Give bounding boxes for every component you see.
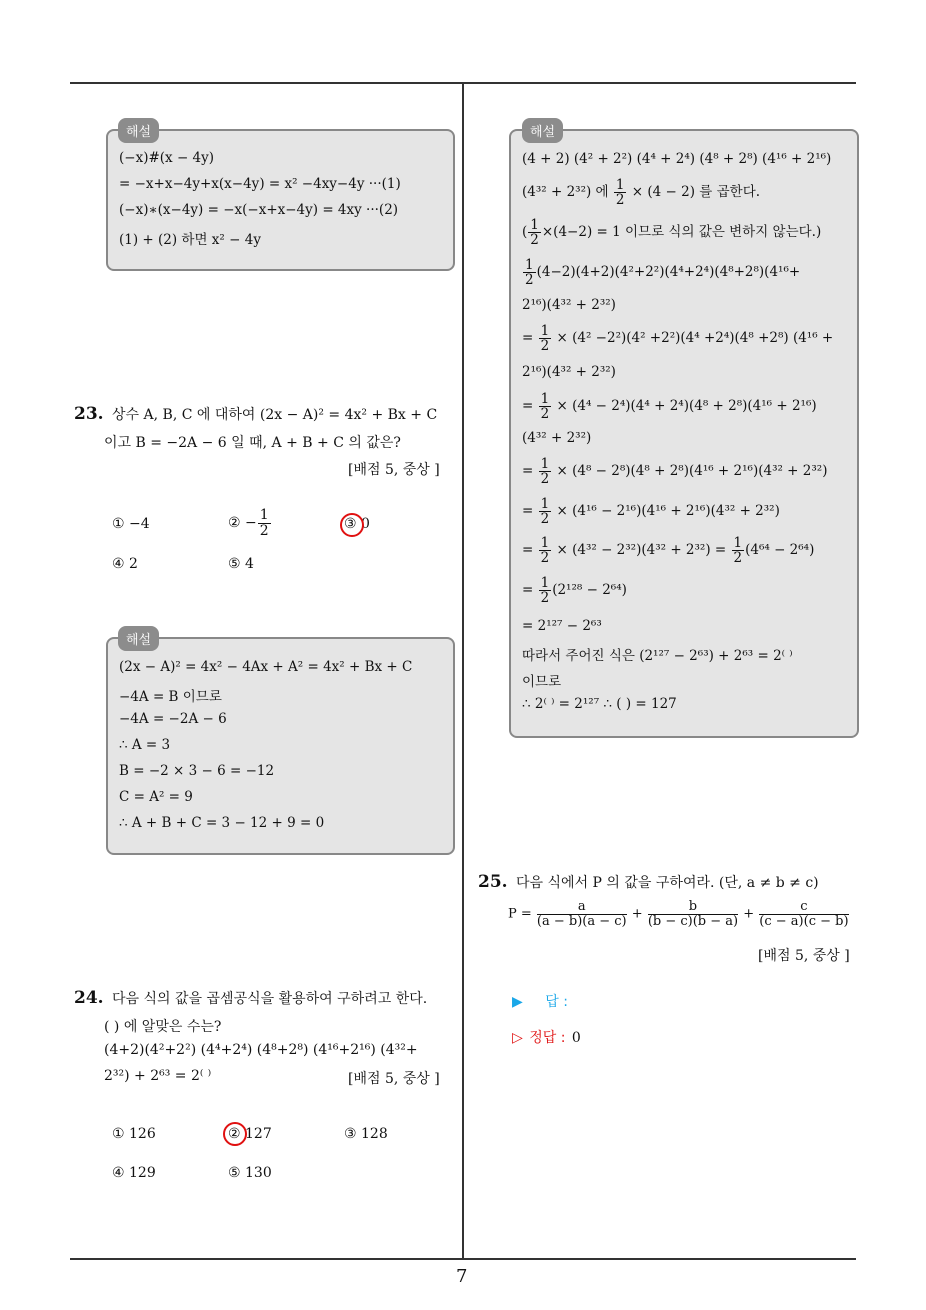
question-23 xyxy=(74,404,437,424)
question-text-line3: (4+2)(4²+2²) (4⁴+2⁴) (4⁸+2⁸) (4¹⁶+2¹⁶) (4³²+ xyxy=(104,1042,418,1058)
question-text-line2: ( ) 에 알맞은 수는? xyxy=(104,1019,222,1035)
question-24 xyxy=(74,988,427,1008)
solution-tag: 해설 xyxy=(118,118,159,143)
option-5[interactable]: ⑤ 130 xyxy=(228,1165,272,1181)
score-label: [배점 5, 중상 ] xyxy=(758,948,850,964)
solution-line: = $\frac{1}{2}$ × (4² −2²)(4² +2²)(4⁴ +2⁴)(4⁸ +2⁸) (4¹⁶ + xyxy=(522,323,834,355)
solution-line: ( $\frac{1}{2}$ ×(4−2) = 1 이므로 식의 값은 변하지 않는다.) xyxy=(522,217,822,249)
question-text-line4: 2³²) + 2⁶³ = 2⁽ ⁾ xyxy=(104,1068,212,1084)
fraction: $\frac{1}{2}$ xyxy=(259,507,269,539)
solution-tag: 해설 xyxy=(118,626,159,651)
score-label: [배점 5, 중상 ] xyxy=(348,462,440,478)
solution-line: C = A² = 9 xyxy=(119,789,193,805)
fraction: $\frac{c}{(c - a)(c - b)}$ xyxy=(759,899,849,929)
answer-circle xyxy=(340,513,364,537)
answer-circle xyxy=(223,1122,247,1146)
option-3[interactable]: ③ 0 xyxy=(344,516,370,532)
solution-line: 2¹⁶)(4³² + 2³²) xyxy=(522,297,616,313)
column-divider xyxy=(462,83,464,1259)
solution-line: = −x+x−4y+x(x−4y) = x² −4xy−4y ···(1) xyxy=(119,176,401,192)
solution-line: = $\frac{1}{2}$ × (4¹⁶ − 2¹⁶)(4¹⁶ + 2¹⁶)(4³² + 2³²) xyxy=(522,496,780,528)
question-number: 25. xyxy=(478,872,508,892)
fraction: $\frac{1}{2}$ xyxy=(540,535,550,567)
question-text-line2: 이고 B = −2A − 6 일 때, A + B + C 의 값은? xyxy=(104,435,401,451)
fraction: $\frac{1}{2}$ xyxy=(615,177,625,209)
question-25 xyxy=(478,872,819,892)
option-1[interactable]: ① −4 xyxy=(112,516,150,532)
solution-line: 2¹⁶)(4³² + 2³²) xyxy=(522,364,616,380)
solution-line: = $\frac{1}{2}$ (2¹²⁸ − 2⁶⁴) xyxy=(522,575,627,607)
option-4[interactable]: ④ 2 xyxy=(112,556,138,572)
option-5[interactable]: ⑤ 4 xyxy=(228,556,254,572)
option-1[interactable]: ① 126 xyxy=(112,1126,156,1142)
solution-line: $\frac{1}{2}$ (4−2)(4+2)(4²+2²)(4⁴+2⁴)(4⁸+2⁸)(4¹⁶+ xyxy=(525,257,801,289)
fraction: $\frac{1}{2}$ xyxy=(540,391,550,423)
option-4[interactable]: ④ 129 xyxy=(112,1165,156,1181)
solution-tag: 해설 xyxy=(522,118,563,143)
fraction: $\frac{1}{2}$ xyxy=(525,257,534,289)
solution-line: B = −2 × 3 − 6 = −12 xyxy=(119,763,275,779)
solution-line: = $\frac{1}{2}$ × (4⁸ − 2⁸)(4⁸ + 2⁸)(4¹⁶ + 2¹⁶)(4³² + 2³²) xyxy=(522,456,828,488)
fraction: $\frac{1}{2}$ xyxy=(540,496,550,528)
answer-label: 답 : xyxy=(545,994,568,1010)
solution-line: (4³² + 2³²) xyxy=(522,430,592,446)
play-icon: ▶ xyxy=(512,994,523,1010)
option-3[interactable]: ③ 128 xyxy=(344,1126,388,1142)
option-2[interactable] xyxy=(228,508,272,538)
question-text: 다음 식에서 P 의 값을 구하여라. (단, a ≠ b ≠ c) xyxy=(516,875,819,891)
solution-line: ∴ 2⁽ ⁾ = 2¹²⁷ ∴ ( ) = 127 xyxy=(522,696,677,712)
play-outline-icon: ▷ xyxy=(512,1030,523,1046)
solution-line: (−x)#(x − 4y) xyxy=(119,150,215,166)
solution-line: ∴ A = 3 xyxy=(119,737,171,753)
solution-line: (2x − A)² = 4x² − 4Ax + A² = 4x² + Bx + C xyxy=(119,659,413,675)
fraction: $\frac{1}{2}$ xyxy=(733,535,743,567)
solution-line: (−x)∗(x−4y) = −x(−x+x−4y) = 4xy ···(2) xyxy=(119,202,399,218)
question-number: 24. xyxy=(74,988,104,1008)
question-text: 상수 A, B, C 에 대하여 (2x − A)² = 4x² + Bx + C xyxy=(112,407,438,423)
fraction: $\frac{1}{2}$ xyxy=(540,575,550,607)
fraction: $\frac{a}{(a - b)(a - c)}$ xyxy=(536,899,627,929)
solution-line: ∴ A + B + C = 3 − 12 + 9 = 0 xyxy=(119,815,325,831)
option-2[interactable]: ② 127 xyxy=(228,1126,272,1142)
solution-line: −4A = −2A − 6 xyxy=(119,711,227,727)
equation-p: P = $\frac{a}{(a - b)(a - c)}$ + $\frac{b}{(b - c)(b - a)}$ + $\frac{c}{(c - a)(c - b)}$ xyxy=(508,899,849,929)
solution-line: (1) + (2) 하면 x² − 4y xyxy=(119,232,261,248)
solution-line: = $\frac{1}{2}$ × (4³² − 2³²)(4³² + 2³²) = $\frac{1}{2}$ (4⁶⁴ − 2⁶⁴) xyxy=(522,535,815,567)
correct-answer-row xyxy=(512,1027,581,1047)
solution-line: (4 + 2) (4² + 2²) (4⁴ + 2⁴) (4⁸ + 2⁸) (4¹⁶ + 2¹⁶) xyxy=(522,151,832,167)
fraction: $\frac{1}{2}$ xyxy=(530,217,539,249)
question-number: 23. xyxy=(74,404,104,424)
score-label: [배점 5, 중상 ] xyxy=(348,1071,440,1087)
fraction: $\frac{1}{2}$ xyxy=(540,323,550,355)
question-text: 다음 식의 값을 곱셈공식을 활용하여 구하려고 한다. xyxy=(112,991,428,1007)
correct-label: 정답 : xyxy=(529,1030,566,1046)
answer-row[interactable] xyxy=(512,991,568,1011)
solution-line: = $\frac{1}{2}$ × (4⁴ − 2⁴)(4⁴ + 2⁴)(4⁸ + 2⁸)(4¹⁶ + 2¹⁶) xyxy=(522,391,817,423)
correct-value: 0 xyxy=(571,1030,581,1046)
solution-line: 따라서 주어진 식은 (2¹²⁷ − 2⁶³) + 2⁶³ = 2⁽ ⁾ xyxy=(522,648,793,664)
page-number: 7 xyxy=(456,1266,468,1287)
option-label: ② − xyxy=(228,515,257,532)
solution-line: 이므로 xyxy=(522,674,562,690)
fraction: $\frac{b}{(b - c)(b - a)}$ xyxy=(647,899,739,929)
fraction: $\frac{1}{2}$ xyxy=(540,456,550,488)
solution-line: (4³² + 2³²) 에 $\frac{1}{2}$ × (4 − 2) 를 곱한다. xyxy=(522,177,761,209)
solution-line: = 2¹²⁷ − 2⁶³ xyxy=(522,618,602,634)
solution-line: −4A = B 이므로 xyxy=(119,689,222,705)
bottom-rule xyxy=(70,1258,856,1260)
